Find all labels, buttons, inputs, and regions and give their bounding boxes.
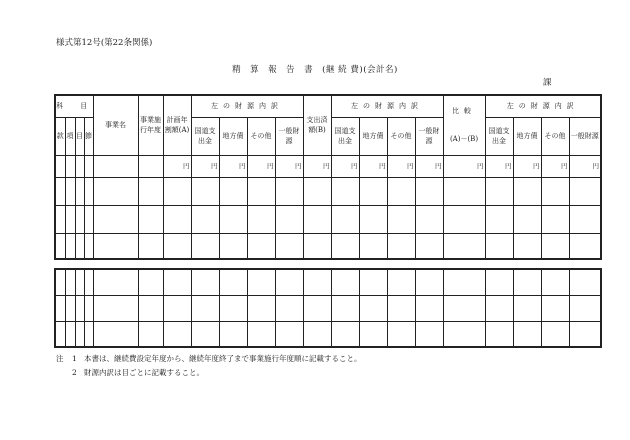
table-cell[interactable] xyxy=(138,295,163,321)
table-cell[interactable] xyxy=(55,295,65,321)
header-ippan: 一般財源 xyxy=(415,117,443,155)
unit-label: 円 xyxy=(247,155,275,177)
table-cell[interactable] xyxy=(331,233,359,259)
table-cell[interactable] xyxy=(359,295,387,321)
table-row xyxy=(55,269,601,295)
table-cell[interactable] xyxy=(75,321,84,347)
header-keikaku-nenwari: 計画年割額(A) xyxy=(163,95,191,155)
table-cell[interactable] xyxy=(75,177,84,205)
header-sonota: その他 xyxy=(541,117,569,155)
table-cell[interactable] xyxy=(163,321,191,347)
table-cell[interactable] xyxy=(485,269,513,295)
note-number: 2 xyxy=(72,368,77,377)
unit-label: 円 xyxy=(359,155,387,177)
table-cell[interactable] xyxy=(275,177,303,205)
table-row xyxy=(55,205,601,233)
header-left-breakdown-1: 左の財源内訳 xyxy=(191,95,303,117)
table-cell[interactable] xyxy=(219,177,247,205)
table-cell[interactable] xyxy=(275,233,303,259)
form-number: 様式第12号(第22条関係) xyxy=(56,38,153,48)
table-cell[interactable] xyxy=(415,205,443,233)
table-cell[interactable] xyxy=(163,269,191,295)
table-cell[interactable] xyxy=(387,233,415,259)
table-cell[interactable] xyxy=(65,321,75,347)
header-ippan: 一般財源 xyxy=(569,117,601,155)
form-title: 精 算 報 告 書 (継 続 費)(会計名) xyxy=(232,65,398,75)
table-cell[interactable] xyxy=(387,321,415,347)
unit-label: 円 xyxy=(513,155,541,177)
table-cell[interactable] xyxy=(303,205,331,233)
table-cell[interactable] xyxy=(387,269,415,295)
table-cell[interactable] xyxy=(65,233,75,259)
table-cell[interactable] xyxy=(303,177,331,205)
unit-label: 円 xyxy=(387,155,415,177)
header-kamoku: 科 目 xyxy=(55,95,93,117)
table-cell[interactable] xyxy=(191,233,219,259)
table-cell[interactable] xyxy=(541,269,569,295)
table-cell[interactable] xyxy=(387,205,415,233)
table-cell[interactable] xyxy=(359,205,387,233)
table-row xyxy=(55,177,601,205)
header-chihousai: 地方債 xyxy=(513,117,541,155)
table-cell[interactable] xyxy=(55,321,65,347)
header-moku: 目 xyxy=(75,117,84,155)
note-mark xyxy=(56,366,72,380)
table-cell[interactable] xyxy=(443,205,485,233)
table-cell[interactable] xyxy=(138,177,163,205)
header-jigyou-nendo: 事業施行年度 xyxy=(138,95,163,155)
header-chihousai: 地方債 xyxy=(359,117,387,155)
table-cell[interactable] xyxy=(191,177,219,205)
table-cell[interactable] xyxy=(415,321,443,347)
table-cell[interactable] xyxy=(275,321,303,347)
table-row xyxy=(55,295,601,321)
table-cell[interactable] xyxy=(219,269,247,295)
table-cell[interactable] xyxy=(219,205,247,233)
table-cell[interactable] xyxy=(359,177,387,205)
table-cell[interactable] xyxy=(163,205,191,233)
table-cell[interactable] xyxy=(84,205,93,233)
table-cell[interactable] xyxy=(93,233,138,259)
table-cell[interactable] xyxy=(541,295,569,321)
table-cell[interactable] xyxy=(93,177,138,205)
table-cell[interactable] xyxy=(303,321,331,347)
header-kokudou: 国道支出金 xyxy=(485,117,513,155)
table-cell[interactable] xyxy=(191,295,219,321)
table-cell[interactable] xyxy=(247,205,275,233)
note-item xyxy=(56,366,362,380)
table-row xyxy=(55,155,601,177)
header-kan: 款 xyxy=(55,117,65,155)
unit-label: 円 xyxy=(303,155,331,177)
table-cell[interactable] xyxy=(138,269,163,295)
table-cell[interactable] xyxy=(415,295,443,321)
table-cell[interactable] xyxy=(93,321,138,347)
unit-label: 円 xyxy=(275,155,303,177)
table-cell[interactable] xyxy=(569,321,601,347)
header-sonota: その他 xyxy=(247,117,275,155)
table-cell[interactable] xyxy=(569,177,601,205)
table-cell[interactable] xyxy=(75,205,84,233)
table-cell[interactable] xyxy=(513,205,541,233)
table-cell[interactable] xyxy=(443,233,485,259)
unit-label: 円 xyxy=(541,155,569,177)
table-cell[interactable] xyxy=(275,269,303,295)
unit-label: 円 xyxy=(163,155,191,177)
table-cell[interactable] xyxy=(443,269,485,295)
unit-label: 円 xyxy=(443,155,485,177)
table-cell[interactable] xyxy=(443,295,485,321)
table-cell[interactable] xyxy=(55,177,65,205)
table-cell[interactable] xyxy=(219,233,247,259)
header-hikaku-formula: (A)－(B) xyxy=(449,135,479,144)
header-ippan: 一般財源 xyxy=(275,117,303,155)
table-cell[interactable] xyxy=(359,233,387,259)
table-cell[interactable] xyxy=(443,177,485,205)
unit-label: 円 xyxy=(569,155,601,177)
table-cell[interactable] xyxy=(138,233,163,259)
table-row xyxy=(55,321,601,347)
header-hikaku xyxy=(443,95,485,155)
table-cell[interactable] xyxy=(75,295,84,321)
table-cell[interactable] xyxy=(569,233,601,259)
table-cell[interactable] xyxy=(84,321,93,347)
table-cell[interactable] xyxy=(331,321,359,347)
department-label: 課 xyxy=(543,78,552,88)
table-cell[interactable] xyxy=(191,321,219,347)
header-chihousai: 地方債 xyxy=(219,117,247,155)
table-cell[interactable] xyxy=(84,177,93,205)
table-cell[interactable] xyxy=(55,205,65,233)
table-cell[interactable] xyxy=(219,321,247,347)
notes xyxy=(56,352,362,380)
table-cell[interactable] xyxy=(331,177,359,205)
table-cell[interactable] xyxy=(541,233,569,259)
table-cell[interactable] xyxy=(359,269,387,295)
table-cell[interactable] xyxy=(569,205,601,233)
table-cell[interactable] xyxy=(75,269,84,295)
header-sonota: その他 xyxy=(387,117,415,155)
table-cell[interactable] xyxy=(191,205,219,233)
table-cell[interactable] xyxy=(513,269,541,295)
table-cell[interactable] xyxy=(485,205,513,233)
table-cell[interactable] xyxy=(485,321,513,347)
table-cell[interactable] xyxy=(415,269,443,295)
table-cell[interactable] xyxy=(415,177,443,205)
table-cell[interactable] xyxy=(93,155,138,177)
unit-label: 円 xyxy=(415,155,443,177)
note-text: 財源内訳は目ごとに記載すること。 xyxy=(84,368,204,377)
header-left-breakdown-2: 左の財源内訳 xyxy=(331,95,443,117)
table-cell[interactable] xyxy=(75,155,84,177)
table-cell[interactable] xyxy=(541,321,569,347)
table-cell[interactable] xyxy=(247,295,275,321)
table-cell[interactable] xyxy=(485,233,513,259)
table-cell[interactable] xyxy=(541,205,569,233)
table-cell[interactable] xyxy=(513,177,541,205)
table-cell[interactable] xyxy=(219,295,247,321)
table-cell[interactable] xyxy=(387,177,415,205)
table-cell[interactable] xyxy=(359,321,387,347)
table-cell[interactable] xyxy=(513,295,541,321)
table-cell[interactable] xyxy=(247,321,275,347)
unit-label: 円 xyxy=(331,155,359,177)
table-cell[interactable] xyxy=(387,295,415,321)
table-cell[interactable] xyxy=(513,321,541,347)
table-cell[interactable] xyxy=(65,155,75,177)
header-kokudou: 国道支出金 xyxy=(191,117,219,155)
note-item xyxy=(56,352,362,366)
settlement-summary-table xyxy=(54,268,602,348)
table-cell[interactable] xyxy=(75,233,84,259)
table-cell[interactable] xyxy=(84,155,93,177)
header-kokudou: 国道支出金 xyxy=(331,117,359,155)
table-cell[interactable] xyxy=(163,177,191,205)
table-cell[interactable] xyxy=(163,295,191,321)
table-cell[interactable] xyxy=(55,233,65,259)
table-cell[interactable] xyxy=(138,205,163,233)
table-cell[interactable] xyxy=(541,177,569,205)
table-cell[interactable] xyxy=(415,233,443,259)
table-cell[interactable] xyxy=(569,269,601,295)
table-cell[interactable] xyxy=(65,205,75,233)
table-cell[interactable] xyxy=(65,269,75,295)
note-text: 本書は、継続費設定年度から、継続年度終了まで事業施行年度順に記載すること。 xyxy=(84,354,362,363)
header-jigyoumei: 事業名 xyxy=(93,95,138,155)
table-cell[interactable] xyxy=(303,269,331,295)
unit-label: 円 xyxy=(191,155,219,177)
table-cell[interactable] xyxy=(84,269,93,295)
settlement-report-table xyxy=(54,94,602,260)
header-hikaku-label: 比較 xyxy=(452,107,476,116)
header-setsu: 節 xyxy=(84,117,93,155)
table-cell[interactable] xyxy=(93,269,138,295)
header-kou: 項 xyxy=(65,117,75,155)
table-cell[interactable] xyxy=(303,295,331,321)
table-cell[interactable] xyxy=(65,177,75,205)
table-cell[interactable] xyxy=(485,295,513,321)
table-cell[interactable] xyxy=(275,205,303,233)
table-cell[interactable] xyxy=(247,233,275,259)
table-cell[interactable] xyxy=(275,295,303,321)
table-cell[interactable] xyxy=(485,177,513,205)
table-cell[interactable] xyxy=(84,233,93,259)
table-cell[interactable] xyxy=(65,295,75,321)
table-cell[interactable] xyxy=(191,269,219,295)
table-cell[interactable] xyxy=(138,321,163,347)
table-cell[interactable] xyxy=(303,233,331,259)
table-cell[interactable] xyxy=(84,295,93,321)
table-cell[interactable] xyxy=(331,269,359,295)
table-cell[interactable] xyxy=(55,155,65,177)
unit-label: 円 xyxy=(219,155,247,177)
unit-label: 円 xyxy=(485,155,513,177)
table-cell[interactable] xyxy=(247,269,275,295)
table-cell[interactable] xyxy=(513,233,541,259)
table-cell[interactable] xyxy=(569,295,601,321)
header-shishutsu-sumigaku: 支出済額(B) xyxy=(303,95,331,155)
table-cell[interactable] xyxy=(93,295,138,321)
table-cell[interactable] xyxy=(163,233,191,259)
note-number: 1 xyxy=(72,354,77,363)
table-cell[interactable] xyxy=(138,155,163,177)
table-cell[interactable] xyxy=(93,205,138,233)
table-cell[interactable] xyxy=(55,269,65,295)
header-left-breakdown-3: 左の財源内訳 xyxy=(485,95,601,117)
table-cell[interactable] xyxy=(331,295,359,321)
note-mark: 注 xyxy=(56,354,64,363)
table-cell[interactable] xyxy=(443,321,485,347)
table-row xyxy=(55,233,601,259)
table-cell[interactable] xyxy=(247,177,275,205)
table-cell[interactable] xyxy=(331,205,359,233)
